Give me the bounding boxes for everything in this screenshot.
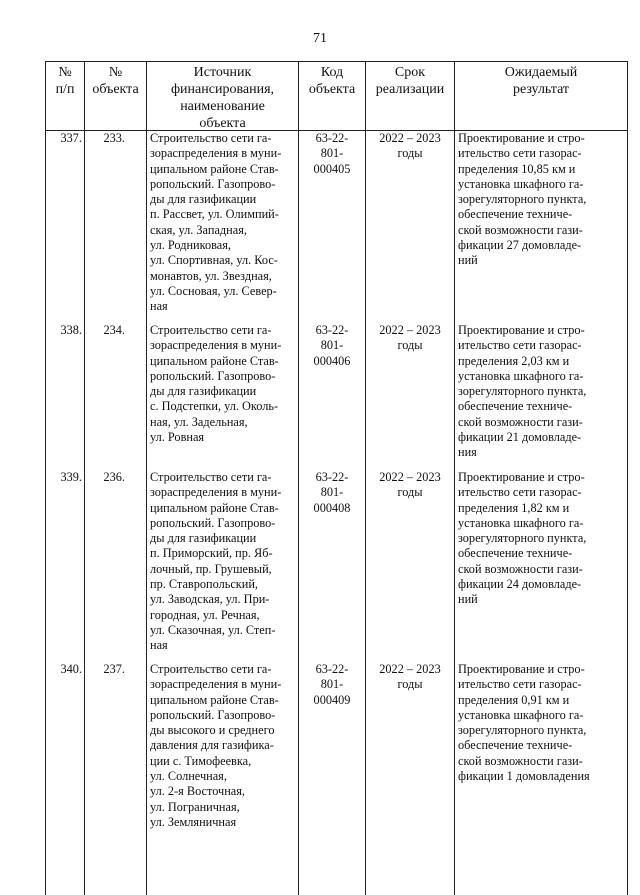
header-row-number: № п/п	[55, 65, 75, 97]
implementation-term: 2022 – 2023 годы	[379, 323, 441, 353]
object-code: 63-22- 801- 000405	[313, 131, 351, 176]
object-number: 234.	[103, 323, 125, 337]
object-number: 233.	[103, 131, 125, 145]
expected-result: Проектирование и стро- ительство сети газорас- пределения 10,85 км и установка шкафного га- зорегуляторного пункта, обеспечение техниче- ской возможности гази- фикации 27 домовладе- ний	[458, 131, 587, 268]
header-source: Источник финансирования, наименование объекта	[170, 65, 275, 131]
object-code: 63-22- 801- 000409	[313, 662, 351, 707]
expected-result: Проектирование и стро- ительство сети газорас- пределения 0,91 км и установка шкафного га- зорегуляторного пункта, обеспечение техниче- ской возможности гази- фикации 1 домовладения	[458, 662, 590, 784]
implementation-term: 2022 – 2023 годы	[379, 662, 441, 692]
expected-result: Проектирование и стро- ительство сети газорас- пределения 1,82 км и установка шкафного га- зорегуляторного пункта, обеспечение техниче- ской возможности гази- фикации 24 домовладе- ний	[458, 470, 587, 607]
implementation-term: 2022 – 2023 годы	[379, 470, 441, 500]
object-code: 63-22- 801- 000408	[313, 470, 351, 515]
implementation-term: 2022 – 2023 годы	[379, 131, 441, 161]
object-number: 236.	[103, 470, 125, 484]
expected-result: Проектирование и стро- ительство сети газорас- пределения 2,03 км и установка шкафного га- зорегуляторного пункта, обеспечение техниче- ской возможности гази- фикации 21 домовладе- ния	[458, 323, 587, 460]
object-name: Строительство сети га- зораспределения в муни- ципальном районе Став- ропольский. Газопрово- ды для газификации п. Приморский, пр. Яб- лочный, пр. Грушевый, пр. Ставропольский, ул. Заводская, ул. При- городная, ул. Речная, ул. Сказочная, ул. Степ- ная	[150, 470, 282, 653]
object-name: Строительство сети га- зораспределения в муни- ципальном районе Став- ропольский. Газопрово- ды высокого и среднего давления для газифика- ции с. Тимофеевка, ул. Солнечная, ул. 2-я Восточная, ул. Пограничная, ул. Земляничная	[150, 662, 282, 829]
object-name: Строительство сети га- зораспределения в муни- ципальном районе Став- ропольский. Газопрово- ды для газификации с. Подстепки, ул. Околь- ная, ул. Задельная, ул. Ровная	[150, 323, 282, 445]
row-number: 337.	[60, 131, 82, 145]
column-divider	[84, 61, 85, 895]
column-divider	[146, 61, 147, 895]
row-number: 338.	[60, 323, 82, 337]
object-code: 63-22- 801- 000406	[313, 323, 351, 368]
column-divider	[454, 61, 455, 895]
table-top-border	[45, 61, 628, 62]
row-number: 339.	[60, 470, 82, 484]
column-divider	[45, 61, 46, 895]
header-object-number: № объекта	[92, 65, 139, 97]
column-divider	[627, 61, 628, 895]
header-code: Код объекта	[308, 65, 356, 97]
objects-table	[45, 61, 628, 895]
row-number: 340.	[60, 662, 82, 676]
header-term: Срок реализации	[375, 65, 445, 97]
object-name: Строительство сети га- зораспределения в муни- ципальном районе Став- ропольский. Газопрово- ды для газификации п. Рассвет, ул. Олимпий- ская, ул. Западная, ул. Родниковая, ул. Спортивная, ул. Кос- монавтов, ул. Звездная, ул. Сосновая, ул. Север- ная	[150, 131, 282, 314]
object-number: 237.	[103, 662, 125, 676]
page-number: 71	[313, 31, 327, 46]
header-result: Ожидаемый результат	[504, 65, 578, 97]
